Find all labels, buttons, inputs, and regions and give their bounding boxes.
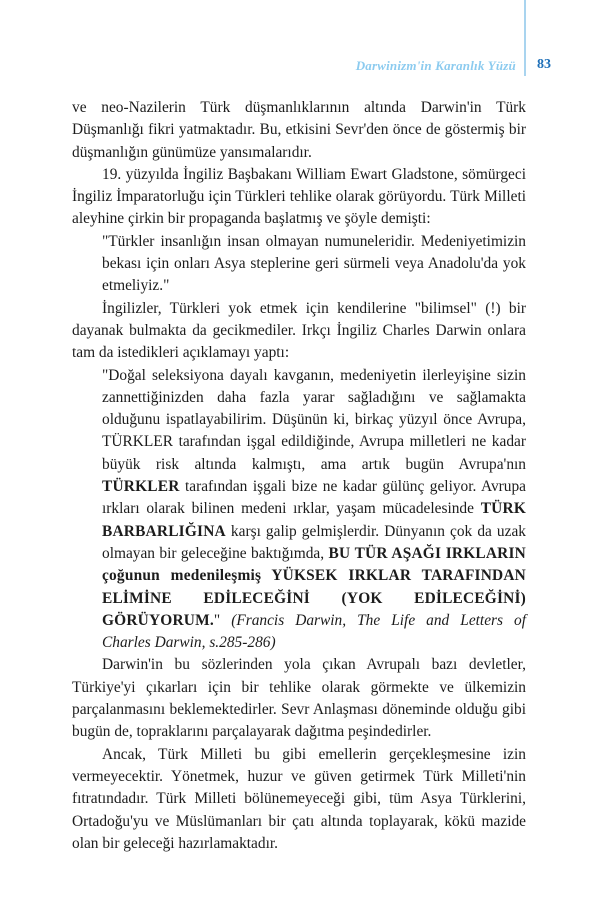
quote-darwin-part-3: karşı galip gelmişlerdir. Dünyanın çok da uzak olmayan bir geleceğine baktığımda, [102,522,526,562]
quote-gladstone-text: "Türkler insanlığın insan olmayan numuneleridir. Medeniyetimizin bekası için onları Asya steplerine geri sürmeli veya Anadolu'da yok etmeliyiz." [102,232,526,295]
quote-darwin-bold-1: TÜRKLER [102,478,180,496]
block-quote-gladstone [72,231,526,298]
paragraph-1: ve neo-Nazilerin Türk düşmanlıklarının altında Darwin'in Türk Düşmanlığı fikri yatmaktadır. Bu, etkisini Sevr'den önce de göstermiş bir düşmanlığın günümüze yansımalarıdır. [72,99,526,161]
quote-darwin-part-4: " [213,611,232,629]
paragraph-2: 19. yüzyılda İngiliz Başbakanı William Ewart Gladstone, sömürgeci İngiliz İmparatorluğu için Türkleri tehlike olarak görüyordu. Türk Milleti aleyhine çirkin bir propaganda başlatmış ve şöyle demişti: [72,165,526,228]
quote-darwin-citation: (Francis Darwin, The Life and Letters of Charles Darwin, s.285-286) [102,611,527,652]
block-quote-darwin [72,365,526,655]
quote-darwin-part-1: "Doğal seleksiyona dayalı kavganın, medeniyetin ilerleyişine sizin zannettiğinizden daha fazla yarar sağladığını ve sağlamakta olduğunu ispatlayabilirim. Düşünün ki, birkaç yüzyıl önce Avrupa, TÜRKLER tarafından işgal edildiğinde, Avrupa milletleri ne kadar büyük risk altında kalmıştı, ama artık bugün Avrupa'nın [102,366,526,473]
quote-darwin-bold-2: TÜRK BARBARLIĞINA [102,500,526,540]
running-head-title: Darwinizm'in Karanlık Yüzü [355,58,516,73]
body-text [72,97,526,855]
quote-darwin-part-2: tarafından işgali bize ne kadar gülünç geliyor. Avrupa ırkları olarak bilinen medeni ırklar, yaşam mücadelesinde [102,478,526,518]
paragraph-5: Ancak, Türk Milleti bu gibi emellerin gerçekleşmesine izin vermeyecektir. Yönetmek, huzur ve güven getirmek Türk Milleti'nin fıtratındadır. Türk Milleti bölünemeyeceği gibi, tüm Asya Türklerini, Ortadoğu'yu ve Müslümanları bir çatı altında toplayarak, kökü mazide olan bir geleceği hazırlamaktadır. [72,745,526,852]
quote-darwin-text [102,365,526,655]
paragraph-4: Darwin'in bu sözlerinden yola çıkan Avrupalı bazı devletler, Türkiye'yi çıkarları için bir tehlike olarak görmekte ve ülkemizin parçalanmasını beklemektedirler. Sevr Anlaşması döneminde olduğu gibi bugün de, topraklarını parçalayarak dağıtma peşindedirler. [72,656,526,741]
header-vertical-rule [524,0,526,76]
quote-darwin-bold-3: BU TÜR AŞAĞI IRKLARIN çoğunun medenileşmiş YÜKSEK IRKLAR TARAFINDAN ELİMİNE EDİLECEĞİNİ (YOK EDİLECEĞİNİ) GÖRÜYORUM. [102,544,526,629]
paragraph-3: İngilizler, Türkleri yok etmek için kendilerine "bilimsel" (!) bir dayanak bulmakta da gecikmediler. Irkçı İngiliz Charles Darwin onlara tam da istedikleri açıklamayı yaptı: [72,299,526,362]
page-number: 83 [537,57,551,72]
